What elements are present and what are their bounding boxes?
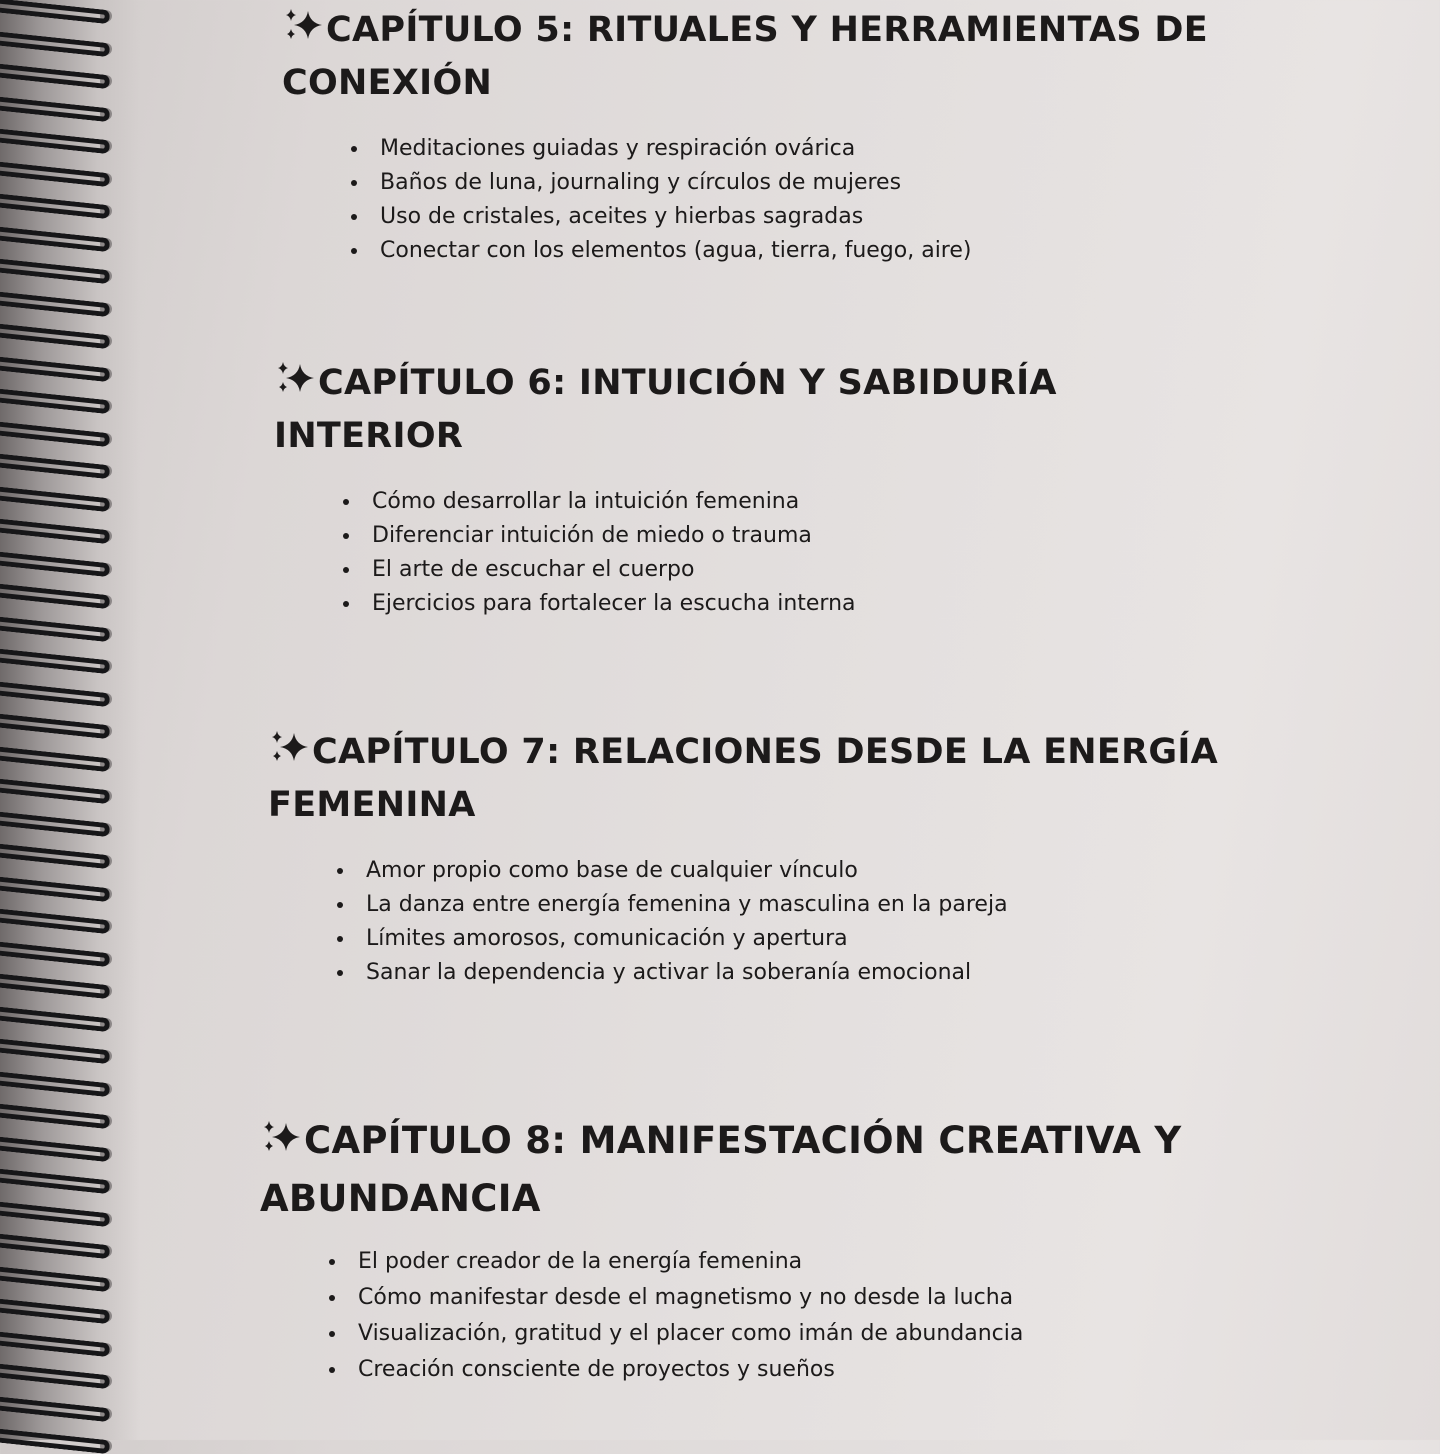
list-item: • Baños de luna, journaling y círculos de mujeres	[370, 166, 1242, 200]
spiral-coil	[0, 193, 110, 219]
chapter-heading	[260, 1112, 1220, 1228]
chapter-5	[282, 4, 1242, 268]
list-item: • Cómo desarrollar la intuición femenina	[362, 485, 1174, 519]
spiral-coil	[0, 1168, 110, 1194]
spiral-coil	[0, 550, 110, 576]
topic-list	[268, 854, 1268, 990]
chapter-title: CAPÍTULO 8: MANIFESTACIÓN CREATIVA Y ABUNDANCIA	[260, 1119, 1182, 1220]
list-item: • Uso de cristales, aceites y hierbas sagradas	[370, 200, 1242, 234]
sparkles-icon	[268, 727, 312, 767]
list-item: • Creación consciente de proyectos y sueños	[348, 1352, 1220, 1388]
spiral-coil	[0, 940, 110, 966]
list-item: • La danza entre energía femenina y masculina en la pareja	[356, 888, 1268, 922]
spiral-coil	[0, 1265, 110, 1291]
spiral-coil	[0, 583, 110, 609]
spiral-coil	[0, 1330, 110, 1356]
spiral-coil	[0, 63, 110, 89]
spiral-coil	[0, 420, 110, 446]
chapter-heading	[282, 4, 1242, 110]
sparkles-icon	[282, 5, 326, 45]
list-item: • Ejercicios para fortalecer la escucha interna	[362, 587, 1174, 621]
spiral-coil	[0, 745, 110, 771]
topic-list	[260, 1244, 1220, 1388]
topic-list	[282, 132, 1242, 268]
spiral-coil	[0, 778, 110, 804]
list-item: • Visualización, gratitud y el placer como imán de abundancia	[348, 1316, 1220, 1352]
sparkles-icon	[260, 1117, 304, 1157]
chapter-heading	[274, 357, 1174, 463]
spiral-coil	[0, 1200, 110, 1226]
topic-list	[274, 485, 1174, 621]
spiral-coil	[0, 1005, 110, 1031]
chapter-title: CAPÍTULO 6: INTUICIÓN Y SABIDURÍA INTERIOR	[274, 363, 1057, 456]
spiral-coil	[0, 843, 110, 869]
spiral-coil	[0, 648, 110, 674]
spiral-coil	[0, 128, 110, 154]
spiral-coil	[0, 453, 110, 479]
spiral-coil	[0, 0, 110, 24]
spiral-coil	[0, 713, 110, 739]
spiral-binding	[0, 0, 140, 1440]
chapter-7	[268, 726, 1268, 990]
spiral-coil	[0, 225, 110, 251]
spiral-coil	[0, 1103, 110, 1129]
spiral-coil	[0, 30, 110, 56]
spiral-coil	[0, 485, 110, 511]
spiral-coil	[0, 323, 110, 349]
spiral-coil	[0, 1233, 110, 1259]
spiral-coil	[0, 1038, 110, 1064]
chapter-6	[274, 357, 1174, 621]
list-item: • El poder creador de la energía femenina	[348, 1244, 1220, 1280]
spiral-coil	[0, 810, 110, 836]
spiral-coil	[0, 875, 110, 901]
list-item: • Límites amorosos, comunicación y apertura	[356, 922, 1268, 956]
spiral-coil	[0, 258, 110, 284]
spiral-coil	[0, 1363, 110, 1389]
spiral-coil	[0, 160, 110, 186]
chapter-title: CAPÍTULO 7: RELACIONES DESDE LA ENERGÍA FEMENINA	[268, 732, 1219, 825]
spiral-coil	[0, 973, 110, 999]
spiral-coil	[0, 95, 110, 121]
spiral-coil	[0, 518, 110, 544]
spiral-coil	[0, 615, 110, 641]
chapter-title: CAPÍTULO 5: RITUALES Y HERRAMIENTAS DE CONEXIÓN	[282, 10, 1208, 103]
list-item: • Amor propio como base de cualquier vínculo	[356, 854, 1268, 888]
sparkles-icon	[274, 358, 318, 398]
spiral-coil	[0, 1070, 110, 1096]
spiral-coil	[0, 1428, 110, 1454]
spiral-coil	[0, 290, 110, 316]
list-item: • Meditaciones guiadas y respiración ovárica	[370, 132, 1242, 166]
chapter-8	[260, 1112, 1220, 1388]
list-item: • El arte de escuchar el cuerpo	[362, 553, 1174, 587]
spiral-coil	[0, 1298, 110, 1324]
spiral-coil	[0, 1135, 110, 1161]
spiral-coil	[0, 680, 110, 706]
list-item: • Cómo manifestar desde el magnetismo y no desde la lucha	[348, 1280, 1220, 1316]
list-item: • Diferenciar intuición de miedo o trauma	[362, 519, 1174, 553]
list-item: • Conectar con los elementos (agua, tierra, fuego, aire)	[370, 234, 1242, 268]
spiral-coil	[0, 355, 110, 381]
spiral-coil	[0, 1395, 110, 1421]
chapter-heading	[268, 726, 1268, 832]
list-item: • Sanar la dependencia y activar la soberanía emocional	[356, 956, 1268, 990]
spiral-coil	[0, 388, 110, 414]
spiral-coil	[0, 908, 110, 934]
